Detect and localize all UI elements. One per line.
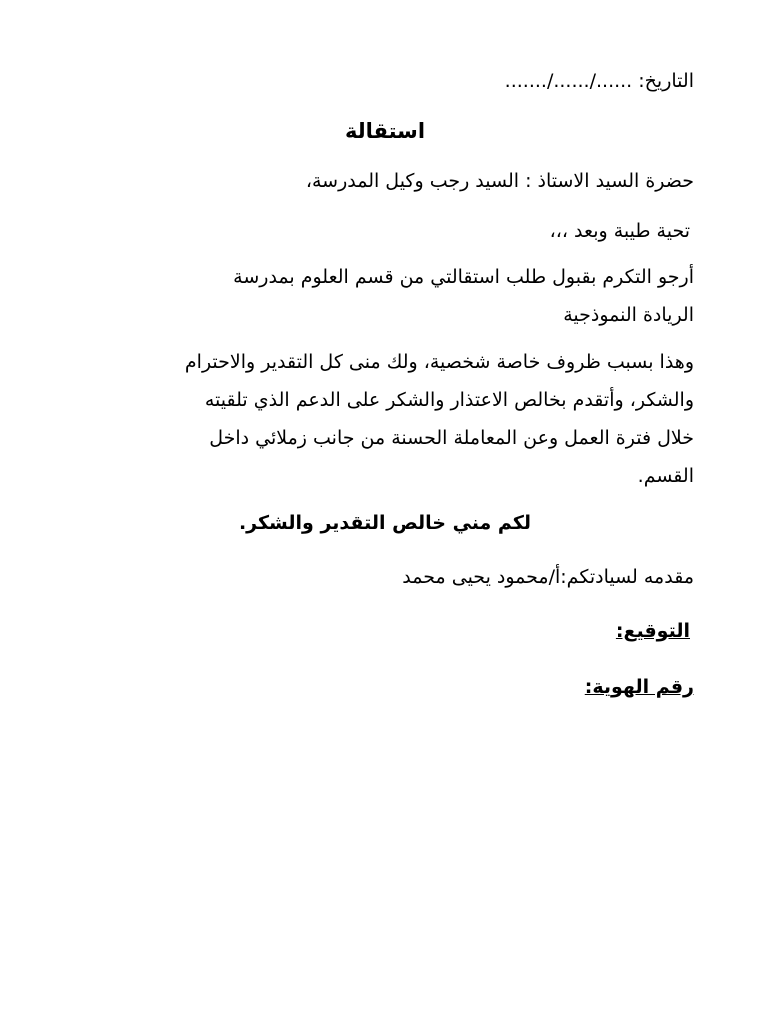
- date-line: التاريخ: ....../....../.......: [504, 70, 694, 92]
- greeting-line: تحية طيبة وبعد ،،،: [549, 220, 690, 242]
- closing-line: لكم مني خالص التقدير والشكر.: [238, 512, 532, 534]
- reason-line-4: القسم.: [637, 465, 694, 487]
- reason-line-2: والشكر، وأتقدم بخالص الاعتذار والشكر على الدعم الذي تلقيته: [204, 389, 694, 411]
- signature-label: التوقيع:: [615, 620, 690, 642]
- request-paragraph: [69, 258, 694, 334]
- request-line-1: أرجو التكرم بقبول طلب استقالتي من قسم العلوم بمدرسة: [233, 266, 694, 288]
- addressee-line: حضرة السيد الاستاذ : السيد رجب وكيل المدرسة،: [305, 170, 694, 192]
- reason-line-1: وهذا بسبب ظروف خاصة شخصية، ولك منى كل التقدير والاحترام: [184, 351, 694, 373]
- submitted-by-line: مقدمه لسيادتكم:أ/محمود يحيى محمد: [402, 566, 694, 588]
- letter-title: استقالة: [344, 119, 426, 143]
- request-line-2: الريادة النموذجية: [563, 304, 694, 326]
- reason-line-3: خلال فترة العمل وعن المعاملة الحسنة من جانب زملائي داخل: [209, 427, 694, 449]
- reason-paragraph: [64, 343, 694, 495]
- id-number-label: رقم الهوية:: [584, 676, 694, 698]
